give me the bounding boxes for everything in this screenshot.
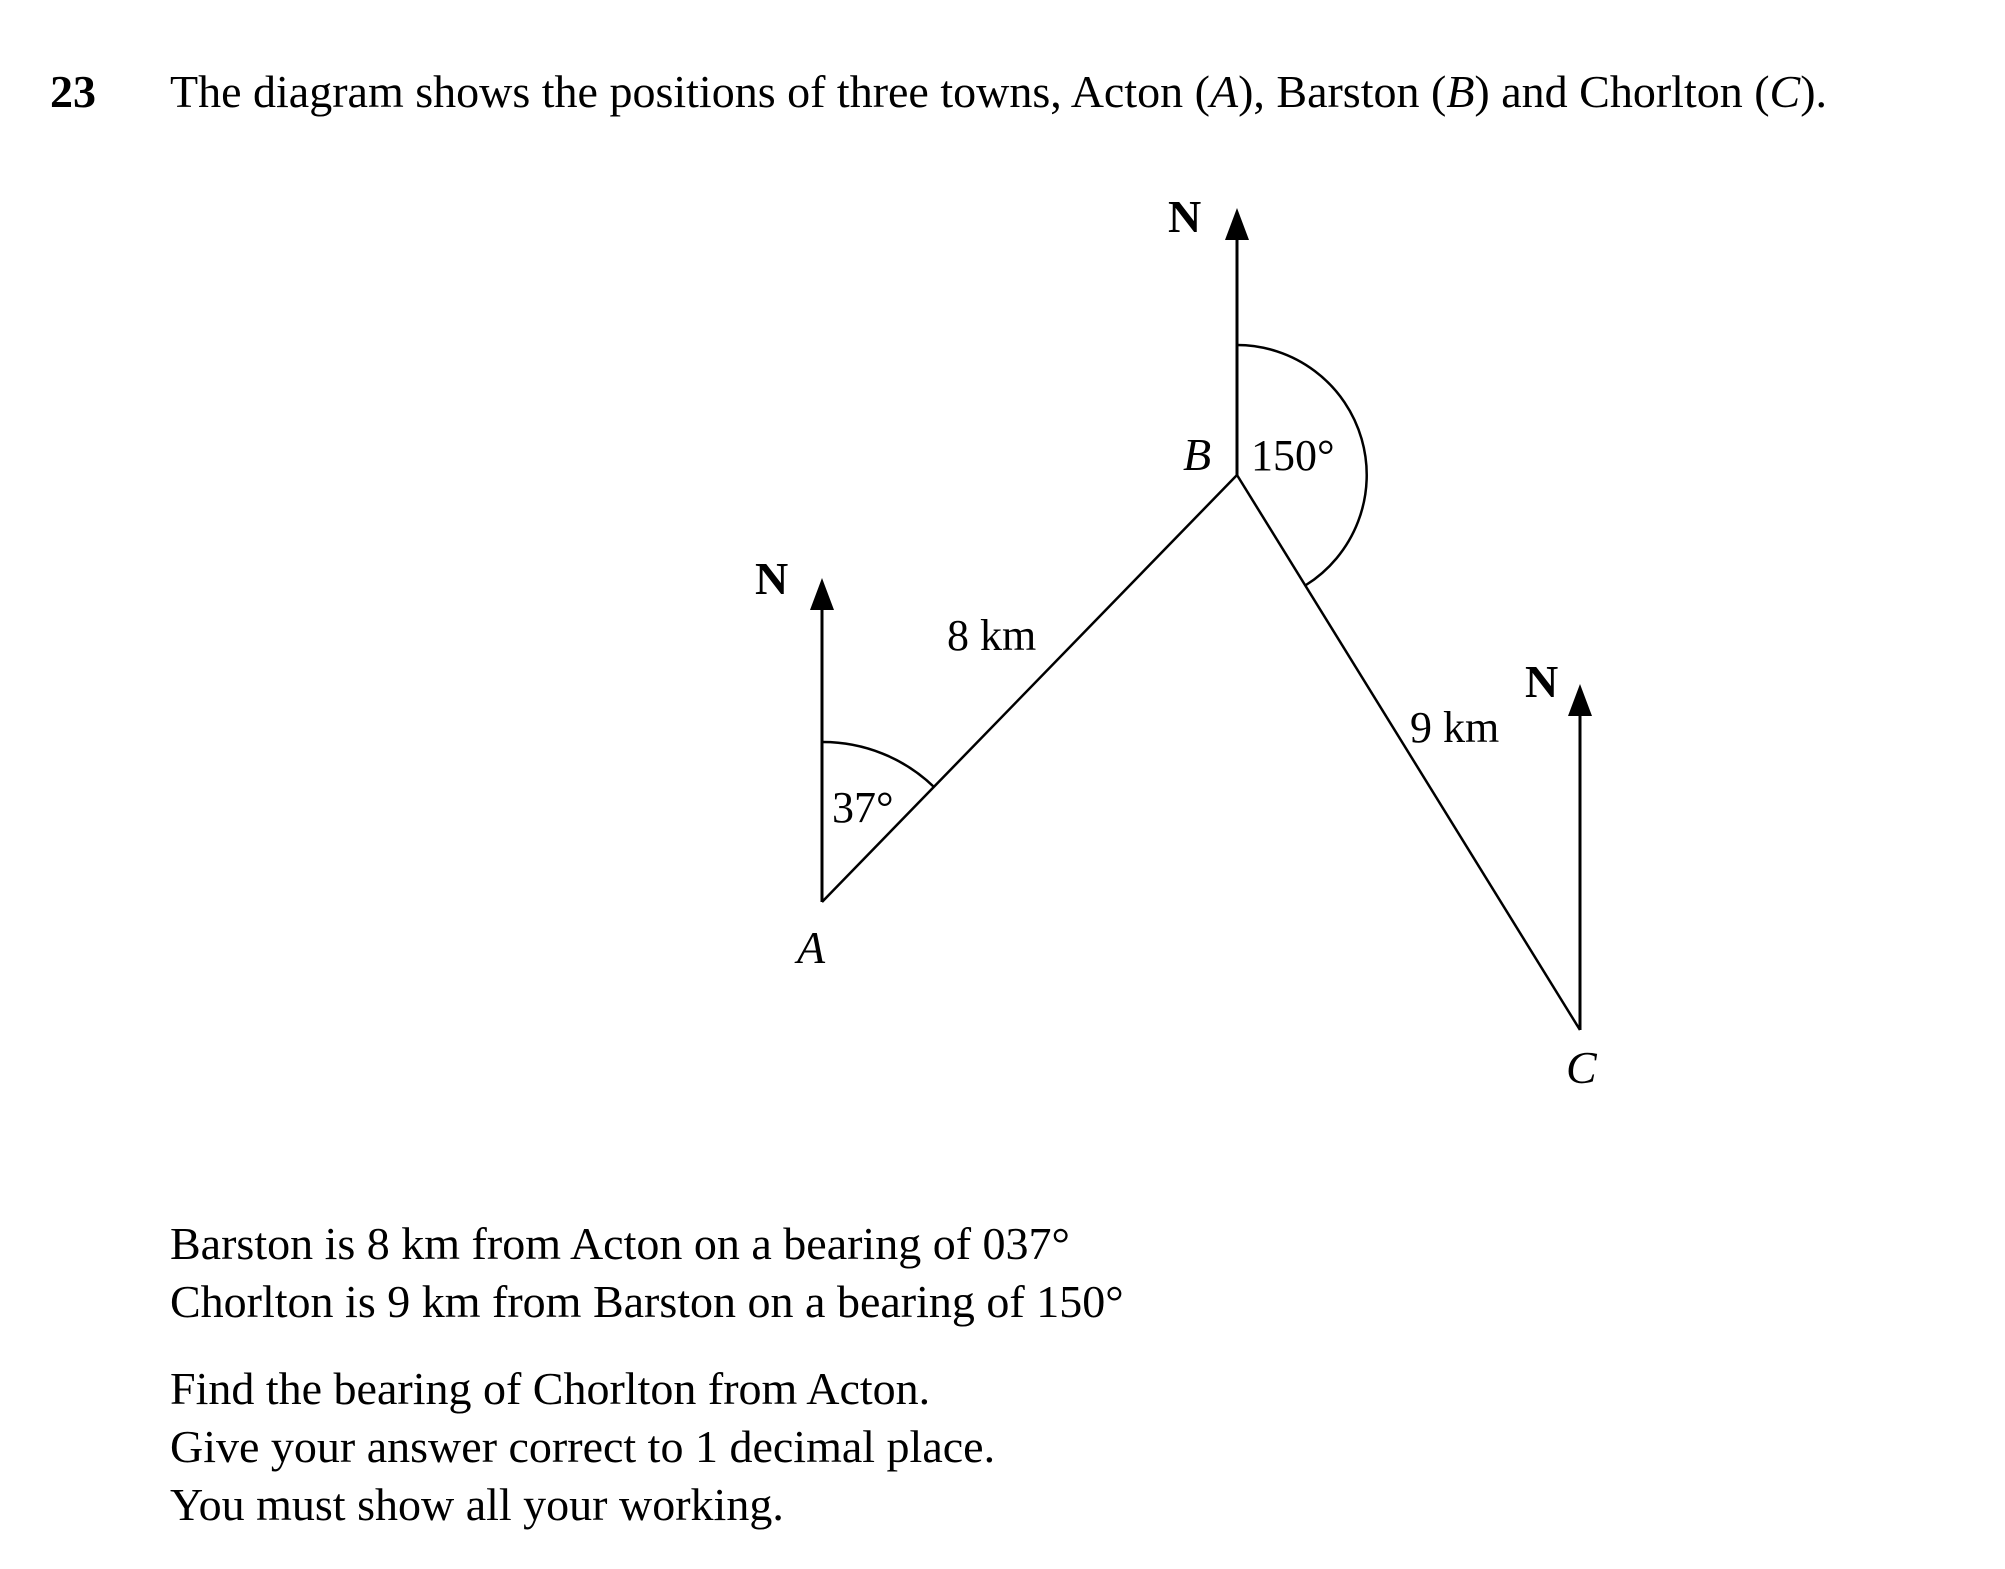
intro-town-c: C xyxy=(1769,66,1801,117)
statement-line: Chorlton is 9 km from Barston on a bearing of 150° xyxy=(170,1276,1124,1327)
statement-line: Barston is 8 km from Acton on a bearing of 037° xyxy=(170,1218,1070,1269)
intro-mid-1: ), Barston ( xyxy=(1238,66,1447,117)
intro-town-b: B xyxy=(1446,66,1475,117)
task-line: Give your answer correct to 1 decimal place. xyxy=(170,1421,996,1472)
question-number: 23 xyxy=(50,66,96,117)
intro-town-a: A xyxy=(1209,66,1239,117)
task-line: Find the bearing of Chorlton from Acton. xyxy=(170,1363,931,1414)
intro-prefix: The diagram shows the positions of three towns, Acton ( xyxy=(170,66,1210,117)
north-label-a: N xyxy=(755,553,789,604)
task-line: You must show all your working. xyxy=(170,1479,784,1530)
task-instructions xyxy=(170,1360,995,1534)
point-label-b: B xyxy=(1183,429,1212,480)
intro-mid-2: ) and Chorlton ( xyxy=(1474,66,1770,117)
angle-label-a: 37° xyxy=(832,783,894,832)
north-arrowhead-c xyxy=(1568,684,1592,716)
point-label-c: C xyxy=(1566,1042,1597,1093)
given-statements xyxy=(170,1215,1124,1331)
angle-arc-a xyxy=(822,742,934,787)
distance-label-bc: 9 km xyxy=(1410,703,1500,752)
north-arrowhead-a xyxy=(810,578,834,610)
north-label-c: N xyxy=(1525,656,1559,707)
segment-ab xyxy=(822,475,1237,902)
angle-label-b: 150° xyxy=(1251,431,1335,480)
north-label-b: N xyxy=(1168,191,1202,242)
segment-bc xyxy=(1237,475,1580,1030)
north-arrowhead-b xyxy=(1225,208,1249,240)
point-label-a: A xyxy=(797,922,826,973)
intro-suffix: ). xyxy=(1800,66,1828,117)
distance-label-ab: 8 km xyxy=(947,611,1037,660)
